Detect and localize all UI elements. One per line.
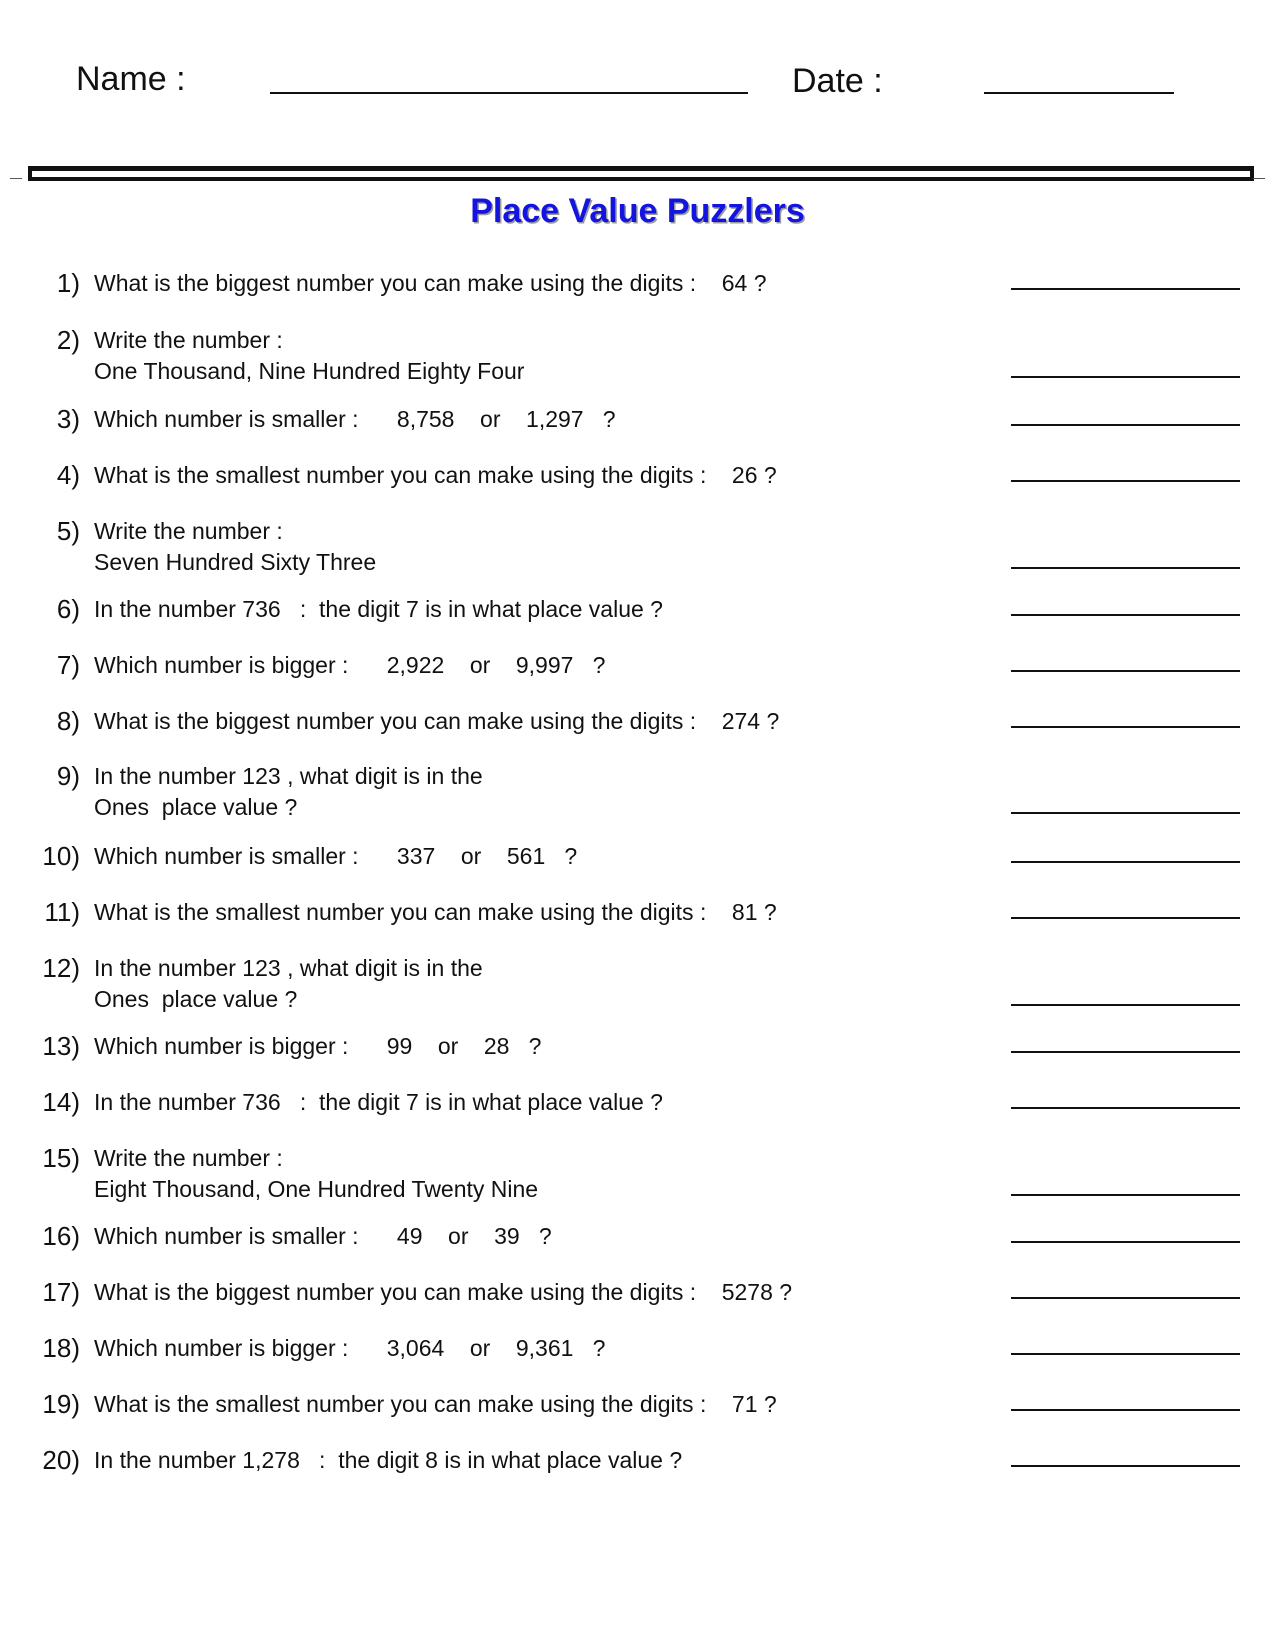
answer-line[interactable] (1011, 670, 1240, 672)
question-text-line1: Which number is smaller : 8,758 or 1,297 ? (94, 406, 616, 432)
question-text-line1: What is the biggest number you can make using the digits : 5278 ? (94, 1279, 793, 1305)
answer-line[interactable] (1011, 288, 1240, 290)
question-text-line2: Eight Thousand, One Hundred Twenty Nine (94, 1176, 539, 1202)
answer-line[interactable] (1011, 812, 1240, 814)
question-text (94, 761, 483, 823)
question-number: 13) (42, 1031, 80, 1061)
question-text (94, 325, 524, 387)
question-text (94, 404, 616, 435)
answer-line[interactable] (1011, 480, 1240, 482)
question-number: 11) (44, 897, 80, 927)
question-text-line1: What is the smallest number you can make using the digits : 26 ? (94, 462, 777, 488)
answer-line[interactable] (1011, 861, 1240, 863)
question-text-line1: What is the smallest number you can make using the digits : 71 ? (94, 1391, 777, 1417)
header-divider (28, 166, 1254, 181)
question-text-line2: Ones place value ? (94, 986, 298, 1012)
rule-tick-left (10, 178, 22, 179)
answer-line[interactable] (1011, 1107, 1240, 1109)
answer-line[interactable] (1011, 1409, 1240, 1411)
question-text (94, 268, 766, 299)
answer-line[interactable] (1011, 1353, 1240, 1355)
question-number: 7) (56, 650, 80, 680)
question-number: 15) (42, 1143, 80, 1173)
question-text-line1: Which number is bigger : 99 or 28 ? (94, 1033, 542, 1059)
question-number: 2) (56, 325, 80, 355)
question-number: 19) (42, 1389, 80, 1419)
question-text-line1: In the number 736 : the digit 7 is in what place value ? (94, 1089, 663, 1115)
question-text-line1: Which number is smaller : 337 or 561 ? (94, 843, 578, 869)
question-number: 17) (42, 1277, 80, 1307)
answer-line[interactable] (1011, 567, 1240, 569)
answer-line[interactable] (1011, 1051, 1240, 1053)
answer-line[interactable] (1011, 376, 1240, 378)
question-number: 3) (56, 404, 80, 434)
question-text-line1: Write the number : (94, 518, 283, 544)
question-number: 1) (56, 268, 80, 298)
name-label: Name : (76, 60, 186, 98)
question-text (94, 706, 779, 737)
date-label: Date : (792, 62, 883, 100)
answer-line[interactable] (1011, 424, 1240, 426)
question-text-line1: Which number is bigger : 3,064 or 9,361 ? (94, 1335, 606, 1361)
question-number: 8) (56, 706, 80, 736)
question-text (94, 1277, 792, 1308)
answer-line[interactable] (1011, 1241, 1240, 1243)
question-text-line1: What is the biggest number you can make using the digits : 274 ? (94, 708, 780, 734)
question-number: 10) (42, 841, 80, 871)
question-text-line1: Write the number : (94, 327, 283, 353)
question-text-line2: Seven Hundred Sixty Three (94, 549, 377, 575)
question-text (94, 1389, 777, 1420)
question-number: 12) (42, 953, 80, 983)
question-number: 16) (42, 1221, 80, 1251)
question-text (94, 1221, 552, 1252)
question-number: 4) (56, 460, 80, 490)
question-number: 9) (56, 761, 80, 791)
answer-line[interactable] (1011, 1465, 1240, 1467)
question-text (94, 1031, 541, 1062)
question-text-line1: Which number is bigger : 2,922 or 9,997 ? (94, 652, 606, 678)
answer-line[interactable] (1011, 1194, 1240, 1196)
question-number: 6) (56, 594, 80, 624)
question-text (94, 841, 577, 872)
question-text-line1: In the number 736 : the digit 7 is in what place value ? (94, 596, 663, 622)
answer-line[interactable] (1011, 726, 1240, 728)
name-answer-line[interactable] (270, 92, 748, 94)
answer-line[interactable] (1011, 614, 1240, 616)
worksheet-title: Place Value Puzzlers (470, 192, 805, 230)
question-text-line1: Which number is smaller : 49 or 39 ? (94, 1223, 552, 1249)
question-text-line2: Ones place value ? (94, 794, 298, 820)
question-text-line1: What is the smallest number you can make using the digits : 81 ? (94, 899, 777, 925)
question-text-line1: In the number 1,278 : the digit 8 is in what place value ? (94, 1447, 683, 1473)
answer-line[interactable] (1011, 1004, 1240, 1006)
question-text (94, 953, 483, 1015)
question-text (94, 1445, 682, 1476)
rule-tick-right (1253, 178, 1265, 179)
question-text-line1: What is the biggest number you can make using the digits : 64 ? (94, 270, 767, 296)
question-text (94, 594, 663, 625)
question-number: 5) (56, 516, 80, 546)
question-number: 14) (42, 1087, 80, 1117)
date-answer-line[interactable] (984, 92, 1174, 94)
question-text (94, 1143, 538, 1205)
question-number: 20) (42, 1445, 80, 1475)
question-text (94, 1087, 663, 1118)
answer-line[interactable] (1011, 917, 1240, 919)
question-number: 18) (42, 1333, 80, 1363)
question-text (94, 516, 376, 578)
question-text (94, 460, 777, 491)
question-text (94, 1333, 605, 1364)
question-text-line1: In the number 123 , what digit is in the (94, 955, 483, 981)
question-text (94, 650, 605, 681)
answer-line[interactable] (1011, 1297, 1240, 1299)
question-text-line1: In the number 123 , what digit is in the (94, 763, 483, 789)
question-text-line2: One Thousand, Nine Hundred Eighty Four (94, 358, 525, 384)
question-text-line1: Write the number : (94, 1145, 283, 1171)
question-text (94, 897, 777, 928)
